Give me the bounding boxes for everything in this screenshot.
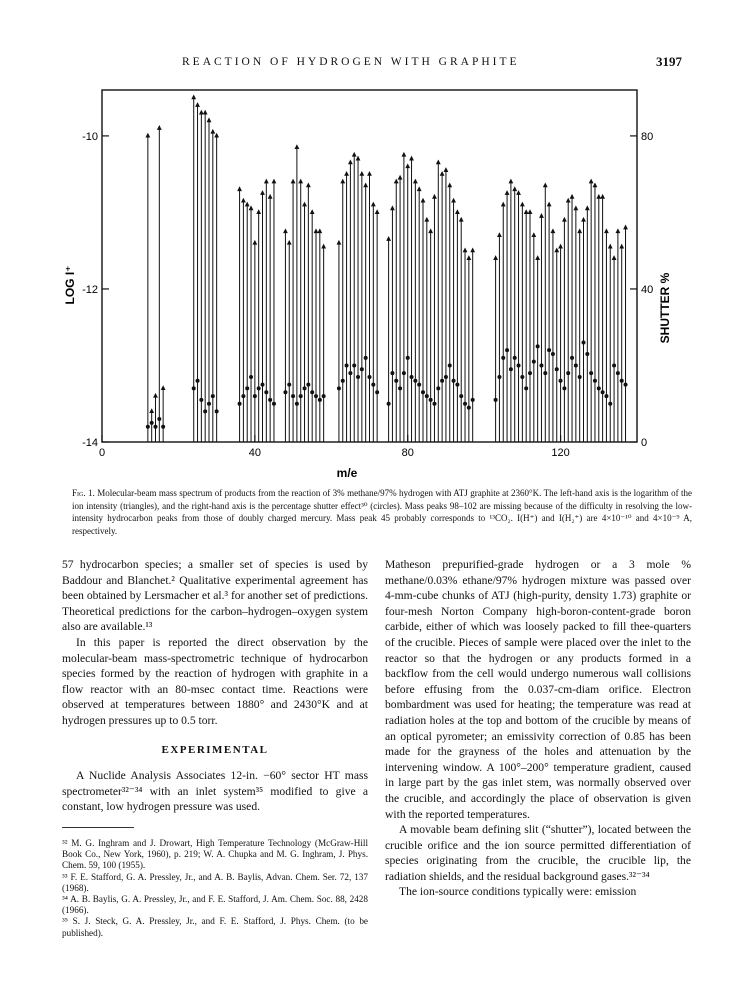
left-column: [62, 557, 368, 939]
shutter-effect-circle: [566, 371, 570, 375]
ion-intensity-triangle: [210, 129, 215, 134]
x-tick-label: 40: [248, 447, 261, 459]
ion-intensity-triangle: [608, 244, 613, 249]
shutter-effect-circle: [192, 386, 196, 390]
ion-intensity-triangle: [348, 159, 353, 164]
left-y-tick-label: -12: [82, 283, 98, 296]
x-axis-label: m/e: [336, 466, 358, 480]
left-paragraph-1: 57 hydrocarbon species; a smaller set of species is used by Baddour and Blanchet.² Qualitative experimental agreement has been obtained by Lersmacher et al.³ for another set of predictions. Theoretical predictions for the carbon–hydrogen–oxygen system also are available.¹³: [62, 558, 368, 634]
ion-intensity-triangle: [558, 244, 563, 249]
footnote: ³⁴ A. B. Baylis, G. A. Pressley, Jr., and F. E. Stafford, J. Am. Chem. Soc. 88, 2428 (1966).: [62, 893, 368, 916]
ion-intensity-triangle: [497, 232, 502, 237]
shutter-effect-circle: [497, 375, 501, 379]
ion-intensity-triangle: [294, 144, 299, 149]
ion-intensity-triangle: [149, 408, 154, 413]
ion-intensity-triangle: [337, 240, 342, 245]
shutter-effect-circle: [257, 386, 261, 390]
ion-intensity-triangle: [531, 232, 536, 237]
shutter-effect-circle: [268, 398, 272, 402]
ion-intensity-triangle: [451, 198, 456, 203]
mass-spectrum-chart: [60, 80, 680, 488]
x-tick-label: 120: [551, 447, 570, 459]
ion-intensity-triangle: [314, 228, 319, 233]
ion-intensity-triangle: [421, 198, 426, 203]
footnote-divider: [62, 827, 134, 828]
shutter-effect-circle: [211, 394, 215, 398]
ion-intensity-triangle: [409, 156, 414, 161]
right-paragraph-3: The ion-source conditions typically were: emission: [399, 885, 637, 899]
ion-intensity-triangle: [340, 179, 345, 184]
figure-caption-text: Molecular-beam mass spectrum of products from the reaction of 3% methane/97% hydrogen with ATJ graphite at 2360°K. The left-hand axis is the logarithm of the ion intensity (triangles), and the right-hand axis is the percentage shutter effect³⁰ (circles). Mass peaks 98–102 are missing because of the difficulty in resolving the low-intensity hydrocarbon peaks from those of doubly charged mercury. Mass peak 45 probably corresponds to ¹³CO₂. I(H⁺) and I(H₂⁺) are 4×10⁻¹⁰ and 4×10⁻⁹ A, respectively.: [72, 488, 692, 536]
ion-intensity-triangle: [390, 205, 395, 210]
shutter-effect-circle: [532, 360, 536, 364]
shutter-effect-circle: [406, 356, 410, 360]
shutter-effect-circle: [150, 421, 154, 425]
ion-intensity-triangle: [455, 209, 460, 214]
shutter-effect-circle: [436, 386, 440, 390]
ion-intensity-triangle: [520, 202, 525, 207]
ion-intensity-triangle: [195, 102, 200, 107]
page-number: 3197: [656, 54, 682, 69]
x-tick-label: 0: [98, 447, 106, 459]
footnote: ³³ F. E. Stafford, G. A. Pressley, Jr., and A. B. Baylis, Advan. Chem. Ser. 72, 137 (1968).: [62, 871, 368, 893]
shutter-effect-circle: [413, 379, 417, 383]
ion-intensity-triangle: [398, 175, 403, 180]
shutter-effect-circle: [299, 394, 303, 398]
shutter-effect-circle: [425, 394, 429, 398]
figure-caption: [72, 487, 692, 537]
ion-intensity-triangle: [203, 110, 208, 115]
right-column: [385, 557, 691, 900]
shutter-effect-circle: [440, 379, 444, 383]
ion-intensity-triangle: [623, 225, 628, 230]
right-y-tick-label: 40: [641, 283, 654, 296]
ion-intensity-triangle: [310, 209, 315, 214]
shutter-effect-circle: [574, 363, 578, 367]
shutter-effect-circle: [157, 417, 161, 421]
ion-intensity-triangle: [252, 240, 257, 245]
shutter-effect-circle: [154, 425, 158, 429]
shutter-effect-circle: [249, 375, 253, 379]
shutter-effect-circle: [608, 402, 612, 406]
ion-intensity-triangle: [424, 217, 429, 222]
shutter-effect-circle: [314, 394, 318, 398]
shutter-effect-circle: [471, 398, 475, 402]
ion-intensity-triangle: [375, 209, 380, 214]
ion-intensity-triangle: [428, 228, 433, 233]
shutter-effect-circle: [215, 409, 219, 413]
shutter-effect-circle: [272, 402, 276, 406]
shutter-effect-circle: [303, 386, 307, 390]
ion-intensity-triangle: [317, 228, 322, 233]
ion-intensity-triangle: [570, 194, 575, 199]
shutter-effect-circle: [345, 363, 349, 367]
left-paragraph-3: A Nuclide Analysis Associates 12-in. −60° sector HT mass spectrometer³²⁻³⁴ with an inlet system³⁵ modified to give a constant, low hydrogen pressure was used.: [62, 769, 368, 814]
ion-intensity-triangle: [287, 240, 292, 245]
shutter-effect-circle: [310, 390, 314, 394]
ion-intensity-triangle: [501, 202, 506, 207]
shutter-effect-circle: [520, 375, 524, 379]
ion-intensity-triangle: [589, 179, 594, 184]
ion-intensity-triangle: [524, 209, 529, 214]
ion-intensity-triangle: [401, 152, 406, 157]
ion-intensity-triangle: [508, 179, 513, 184]
shutter-effect-circle: [283, 390, 287, 394]
shutter-effect-circle: [513, 356, 517, 360]
shutter-effect-circle: [241, 394, 245, 398]
shutter-effect-circle: [604, 394, 608, 398]
shutter-effect-circle: [199, 398, 203, 402]
section-heading-experimental: EXPERIMENTAL: [161, 743, 269, 756]
ion-intensity-triangle: [367, 171, 372, 176]
right-y-axis-label: SHUTTER %: [658, 272, 672, 344]
ion-intensity-triangle: [535, 255, 540, 260]
left-y-tick-label: -10: [82, 130, 98, 143]
ion-intensity-triangle: [551, 228, 556, 233]
shutter-effect-circle: [582, 341, 586, 345]
shutter-effect-circle: [452, 379, 456, 383]
shutter-effect-circle: [517, 363, 521, 367]
ion-intensity-triangle: [562, 217, 567, 222]
right-y-tick-label: 80: [641, 130, 654, 143]
shutter-effect-circle: [245, 386, 249, 390]
shutter-effect-circle: [253, 394, 257, 398]
shutter-effect-circle: [448, 363, 452, 367]
shutter-effect-circle: [261, 383, 265, 387]
ion-intensity-triangle: [577, 228, 582, 233]
ion-intensity-triangle: [604, 228, 609, 233]
shutter-effect-circle: [348, 371, 352, 375]
ion-intensity-triangle: [199, 110, 204, 115]
shutter-effect-circle: [616, 371, 620, 375]
shutter-effect-circle: [585, 352, 589, 356]
shutter-effect-circle: [494, 398, 498, 402]
ion-intensity-triangle: [359, 171, 364, 176]
ion-intensity-triangle: [256, 209, 261, 214]
shutter-effect-circle: [287, 383, 291, 387]
shutter-effect-circle: [459, 394, 463, 398]
shutter-effect-circle: [337, 386, 341, 390]
shutter-effect-circle: [295, 402, 299, 406]
ion-intensity-triangle: [344, 171, 349, 176]
ion-intensity-triangle: [291, 179, 296, 184]
shutter-effect-circle: [146, 425, 150, 429]
shutter-effect-circle: [505, 348, 509, 352]
shutter-effect-circle: [402, 371, 406, 375]
ion-intensity-triangle: [153, 393, 158, 398]
ion-intensity-triangle: [264, 179, 269, 184]
ion-intensity-triangle: [268, 194, 273, 199]
shutter-effect-circle: [196, 379, 200, 383]
ion-intensity-triangle: [432, 194, 437, 199]
shutter-effect-circle: [624, 383, 628, 387]
ion-intensity-triangle: [306, 182, 311, 187]
ion-intensity-triangle: [547, 202, 552, 207]
shutter-effect-circle: [536, 344, 540, 348]
ion-intensity-triangle: [619, 244, 624, 249]
shutter-effect-circle: [547, 348, 551, 352]
shutter-effect-circle: [601, 390, 605, 394]
ion-intensity-triangle: [470, 247, 475, 252]
shutter-effect-circle: [612, 363, 616, 367]
shutter-effect-circle: [161, 425, 165, 429]
ion-intensity-triangle: [463, 247, 468, 252]
ion-intensity-triangle: [596, 194, 601, 199]
right-paragraph-1: Matheson prepurified-grade hydrogen or a 3 mole % methane/0.03% ethane/97% hydrogen mixture was passed over 4-mm-cube chunks of ATJ (high-purity, density 1.73) graphite or four-mesh Norton Company high-boron-content-grade boron carbide, either of which was loosely packed to fill thee-quarters of the crucible. Pieces of sample were placed over the inlet to the reactor so that the hydrogen or any products formed in a backflow from the cell would undergo numerous wall collisions before effusing from the 0.037-cm-diam orifice. Electron bombardment was used for heating; the temperature was read at radiation holes at the top and bottom of the crucible by means of an optical pyrometer; an emissivity correction of 0.85 has been made for the grayness of the holes and attenuation by the intervening window. A 100°–200° temperature gradient, caused in large part by the gas inlet stem, was normally observed over the crucible, and accordingly the place of observation is given with the reported temperatures.: [385, 558, 691, 821]
shutter-effect-circle: [203, 409, 207, 413]
shutter-effect-circle: [390, 371, 394, 375]
right-y-tick-label: 0: [641, 437, 648, 449]
ion-intensity-triangle: [241, 198, 246, 203]
left-paragraph-2: In this paper is reported the direct observation by the molecular-beam mass-spectrometric technique of hydrocarbon species formed by the reaction of hydrogen with graphite in a flow reactor with an 80-msec contact time. Reactions were observed at temperatures between 1880° and 2430°K and at hydrogen pressures up to 0.5 torr.: [62, 635, 368, 727]
ion-intensity-triangle: [161, 385, 166, 390]
ion-intensity-triangle: [493, 255, 498, 260]
shutter-effect-circle: [555, 367, 559, 371]
ion-intensity-triangle: [600, 194, 605, 199]
ion-intensity-triangle: [436, 159, 441, 164]
ion-intensity-triangle: [466, 255, 471, 260]
ion-intensity-triangle: [581, 217, 586, 222]
figure-caption-label: Fig. 1.: [72, 488, 95, 498]
shutter-effect-circle: [570, 356, 574, 360]
ion-intensity-triangle: [386, 236, 391, 241]
shutter-effect-circle: [589, 371, 593, 375]
shutter-effect-circle: [597, 386, 601, 390]
left-y-tick-label: -14: [82, 437, 98, 449]
ion-intensity-triangle: [321, 244, 326, 249]
shutter-effect-circle: [291, 394, 295, 398]
ion-intensity-triangle: [539, 213, 544, 218]
shutter-effect-circle: [562, 386, 566, 390]
shutter-effect-circle: [620, 379, 624, 383]
footnote: ³⁵ S. J. Steck, G. A. Pressley, Jr., and F. E. Stafford, J. Phys. Chem. (to be published).: [62, 916, 368, 938]
shutter-effect-circle: [322, 394, 326, 398]
shutter-effect-circle: [578, 375, 582, 379]
shutter-effect-circle: [551, 352, 555, 356]
shutter-effect-circle: [444, 375, 448, 379]
shutter-effect-circle: [352, 363, 356, 367]
ion-intensity-triangle: [447, 182, 452, 187]
ion-intensity-triangle: [260, 190, 265, 195]
shutter-effect-circle: [371, 383, 375, 387]
shutter-effect-circle: [264, 390, 268, 394]
ion-intensity-triangle: [302, 202, 307, 207]
ion-intensity-triangle: [157, 125, 162, 130]
ion-intensity-triangle: [371, 202, 376, 207]
left-y-axis-label: LOG I⁺: [63, 265, 77, 305]
ion-intensity-triangle: [612, 255, 617, 260]
shutter-effect-circle: [238, 402, 242, 406]
ion-intensity-triangle: [207, 117, 212, 122]
shutter-effect-circle: [341, 379, 345, 383]
ion-intensity-triangle: [585, 205, 590, 210]
shutter-effect-circle: [364, 356, 368, 360]
shutter-effect-circle: [398, 386, 402, 390]
shutter-effect-circle: [306, 383, 310, 387]
ion-intensity-triangle: [573, 205, 578, 210]
x-tick-label: 80: [401, 447, 414, 459]
ion-intensity-triangle: [444, 167, 449, 172]
ion-intensity-triangle: [272, 179, 277, 184]
shutter-effect-circle: [429, 398, 433, 402]
shutter-effect-circle: [375, 390, 379, 394]
shutter-effect-circle: [539, 363, 543, 367]
ion-intensity-triangle: [543, 182, 548, 187]
ion-intensity-triangle: [191, 94, 196, 99]
ion-intensity-triangle: [505, 190, 510, 195]
shutter-effect-circle: [509, 367, 513, 371]
shutter-effect-circle: [463, 402, 467, 406]
shutter-effect-circle: [207, 402, 211, 406]
ion-intensity-triangle: [413, 179, 418, 184]
shutter-effect-circle: [387, 402, 391, 406]
ion-intensity-triangle: [417, 186, 422, 191]
ion-intensity-triangle: [237, 186, 242, 191]
shutter-effect-circle: [368, 375, 372, 379]
shutter-effect-circle: [524, 386, 528, 390]
shutter-effect-circle: [410, 375, 414, 379]
ion-intensity-triangle: [298, 179, 303, 184]
shutter-effect-circle: [501, 356, 505, 360]
running-header-title: REACTION OF HYDROGEN WITH GRAPHITE: [182, 56, 520, 68]
ion-intensity-triangle: [145, 133, 150, 138]
shutter-effect-circle: [417, 383, 421, 387]
shutter-effect-circle: [559, 379, 563, 383]
shutter-effect-circle: [356, 375, 360, 379]
shutter-effect-circle: [593, 379, 597, 383]
shutter-effect-circle: [455, 383, 459, 387]
shutter-effect-circle: [467, 406, 471, 410]
ion-intensity-triangle: [528, 209, 533, 214]
shutter-effect-circle: [318, 398, 322, 402]
ion-intensity-triangle: [283, 228, 288, 233]
shutter-effect-circle: [394, 379, 398, 383]
ion-intensity-triangle: [615, 228, 620, 233]
ion-intensity-triangle: [405, 163, 410, 168]
shutter-effect-circle: [421, 390, 425, 394]
shutter-effect-circle: [528, 371, 532, 375]
right-paragraph-2: A movable beam defining slit (“shutter”), located between the crucible orifice and the ion source permitted differentiation of species originating from the crucible, the crucible lip, the radiation shields, and the residual background gases.³²⁻³⁴: [385, 823, 691, 883]
ion-intensity-triangle: [352, 152, 357, 157]
shutter-effect-circle: [360, 367, 364, 371]
ion-intensity-triangle: [512, 186, 517, 191]
shutter-effect-circle: [432, 402, 436, 406]
shutter-effect-circle: [543, 371, 547, 375]
ion-intensity-triangle: [459, 217, 464, 222]
ion-intensity-triangle: [363, 182, 368, 187]
footnote: ³² M. G. Inghram and J. Drowart, High Temperature Technology (McGraw-Hill Book Co., New York, 1960), p. 219; W. A. Chupka and M. G. Inghram, J. Phys. Chem. 59, 100 (1955).: [62, 837, 368, 871]
